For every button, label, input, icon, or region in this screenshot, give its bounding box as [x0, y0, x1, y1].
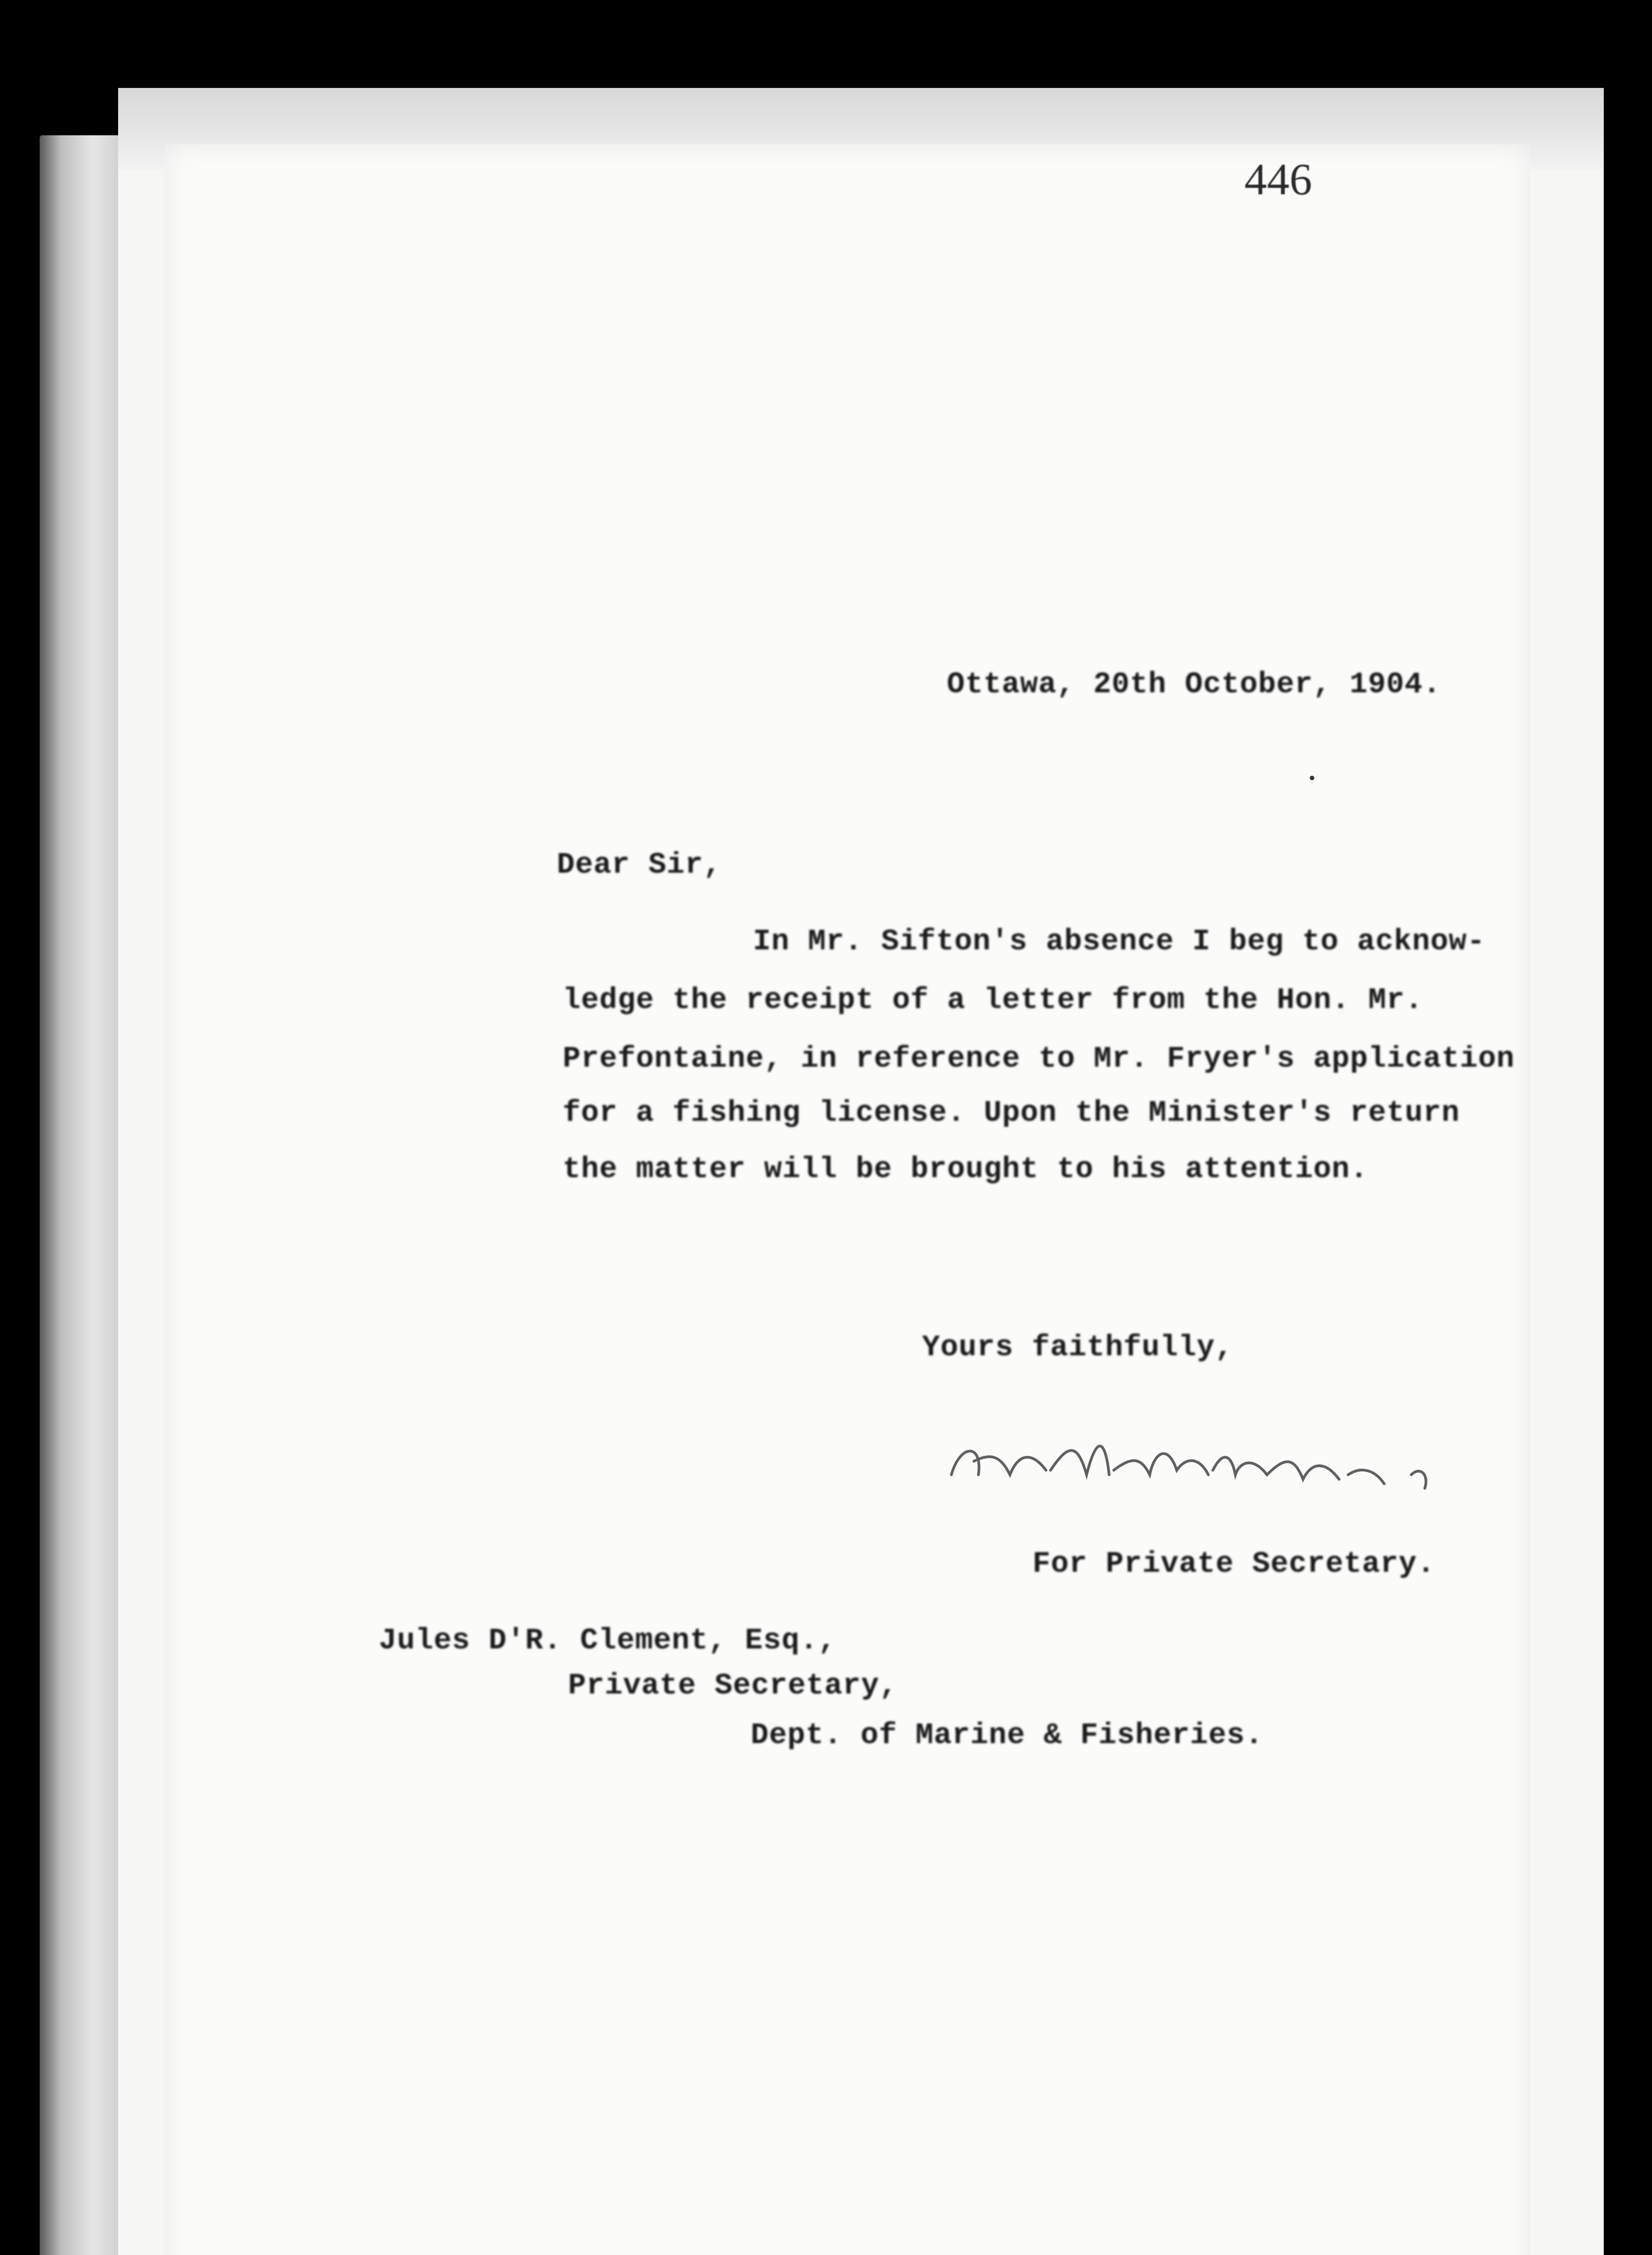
letter-body-line: ledge the receipt of a letter from the Hon. Mr. [563, 983, 1423, 1017]
letter-body-line: the matter will be brought to his attention. [563, 1152, 1368, 1186]
letter-body-line: for a fishing license. Upon the Minister's return [563, 1096, 1460, 1130]
letter-body-line: In Mr. Sifton's absence I beg to acknow- [753, 925, 1486, 958]
recipient-department: Dept. of Marine & Fisheries. [751, 1718, 1263, 1752]
letter-body-line: Prefontaine, in reference to Mr. Fryer's application [563, 1042, 1515, 1076]
ink-speck [1310, 776, 1314, 780]
letter-date: Ottawa, 20th October, 1904. [947, 667, 1441, 701]
letter-signoff: For Private Secretary. [1032, 1547, 1436, 1581]
recipient-title: Private Secretary, [568, 1669, 898, 1703]
recipient-name: Jules D'R. Clement, Esq., [379, 1624, 837, 1657]
handwritten-signature [942, 1425, 1452, 1497]
letter-page [165, 144, 1531, 2255]
page-number: 446 [1244, 154, 1312, 204]
letter-closing: Yours faithfully, [922, 1330, 1234, 1364]
letter-salutation: Dear Sir, [557, 848, 722, 882]
